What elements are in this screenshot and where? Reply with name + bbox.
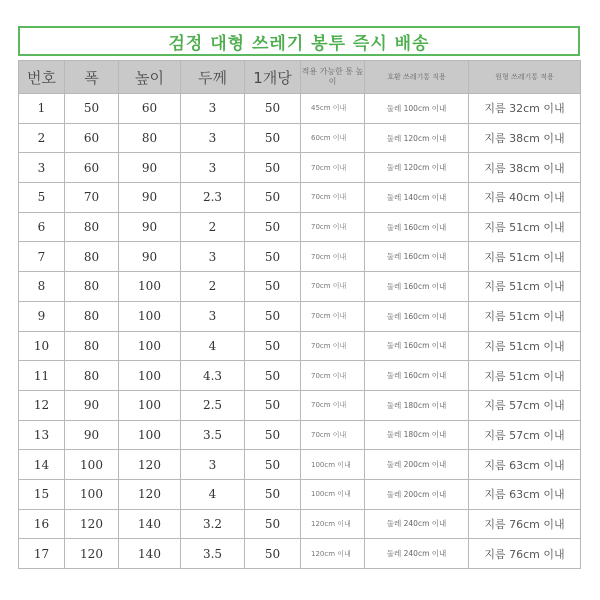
row-width: 100	[65, 450, 119, 480]
row-height: 90	[119, 242, 181, 272]
row-per-unit: 50	[245, 272, 301, 302]
row-number: 14	[19, 450, 65, 480]
row-waste-bin: 지름 63cm 이내	[469, 450, 581, 480]
row-waste-bin: 지름 51cm 이내	[469, 212, 581, 242]
row-number: 13	[19, 420, 65, 450]
size-table	[18, 60, 581, 569]
row-per-unit: 50	[245, 450, 301, 480]
row-width: 60	[65, 123, 119, 153]
row-number: 11	[19, 361, 65, 391]
row-bin-height: 60cm 이내	[301, 123, 365, 153]
row-thickness: 3	[181, 94, 245, 124]
row-width: 70	[65, 183, 119, 213]
row-round-bin: 둘레 160cm 이내	[365, 242, 469, 272]
row-height: 100	[119, 331, 181, 361]
row-number: 9	[19, 301, 65, 331]
row-width: 90	[65, 420, 119, 450]
row-waste-bin: 지름 51cm 이내	[469, 242, 581, 272]
row-per-unit: 50	[245, 479, 301, 509]
row-waste-bin: 지름 51cm 이내	[469, 331, 581, 361]
row-height: 80	[119, 123, 181, 153]
row-round-bin: 둘레 180cm 이내	[365, 420, 469, 450]
table-row	[19, 212, 581, 242]
row-per-unit: 50	[245, 331, 301, 361]
table-row	[19, 301, 581, 331]
row-bin-height: 70cm 이내	[301, 420, 365, 450]
row-round-bin: 둘레 180cm 이내	[365, 390, 469, 420]
row-round-bin: 둘레 120cm 이내	[365, 123, 469, 153]
row-waste-bin: 지름 57cm 이내	[469, 390, 581, 420]
row-per-unit: 50	[245, 420, 301, 450]
row-bin-height: 100cm 이내	[301, 479, 365, 509]
row-round-bin: 둘레 160cm 이내	[365, 301, 469, 331]
row-width: 80	[65, 242, 119, 272]
table-row	[19, 183, 581, 213]
row-round-bin: 둘레 160cm 이내	[365, 331, 469, 361]
row-thickness: 3	[181, 301, 245, 331]
row-waste-bin: 지름 38cm 이내	[469, 123, 581, 153]
row-number: 17	[19, 539, 65, 569]
row-width: 100	[65, 479, 119, 509]
row-thickness: 3.5	[181, 539, 245, 569]
row-waste-bin: 지름 40cm 이내	[469, 183, 581, 213]
row-bin-height: 70cm 이내	[301, 331, 365, 361]
row-height: 90	[119, 153, 181, 183]
header-round-bin: 원형 쓰레기통 적용	[469, 61, 581, 94]
row-thickness: 2.3	[181, 183, 245, 213]
header-bin-height: 적용 가능한 통 높이	[301, 61, 365, 94]
row-thickness: 4.3	[181, 361, 245, 391]
row-round-bin: 둘레 120cm 이내	[365, 153, 469, 183]
row-thickness: 3.5	[181, 420, 245, 450]
row-per-unit: 50	[245, 539, 301, 569]
row-round-bin: 둘레 100cm 이내	[365, 94, 469, 124]
row-height: 90	[119, 212, 181, 242]
row-round-bin: 둘레 200cm 이내	[365, 479, 469, 509]
row-thickness: 2.5	[181, 390, 245, 420]
row-height: 100	[119, 420, 181, 450]
row-round-bin: 둘레 240cm 이내	[365, 509, 469, 539]
row-thickness: 4	[181, 331, 245, 361]
row-per-unit: 50	[245, 301, 301, 331]
row-bin-height: 70cm 이내	[301, 183, 365, 213]
table-row	[19, 361, 581, 391]
table-row	[19, 450, 581, 480]
table-row	[19, 94, 581, 124]
row-number: 12	[19, 390, 65, 420]
row-width: 80	[65, 331, 119, 361]
row-width: 50	[65, 94, 119, 124]
table-row	[19, 272, 581, 302]
row-bin-height: 70cm 이내	[301, 301, 365, 331]
row-number: 3	[19, 153, 65, 183]
row-bin-height: 70cm 이내	[301, 242, 365, 272]
row-round-bin: 둘레 160cm 이내	[365, 272, 469, 302]
row-number: 8	[19, 272, 65, 302]
row-per-unit: 50	[245, 361, 301, 391]
row-per-unit: 50	[245, 153, 301, 183]
row-waste-bin: 지름 51cm 이내	[469, 301, 581, 331]
row-waste-bin: 지름 38cm 이내	[469, 153, 581, 183]
row-thickness: 4	[181, 479, 245, 509]
header-height: 높이	[119, 61, 181, 94]
row-bin-height: 70cm 이내	[301, 390, 365, 420]
header-number: 번호	[19, 61, 65, 94]
row-height: 100	[119, 361, 181, 391]
row-per-unit: 50	[245, 212, 301, 242]
row-height: 120	[119, 450, 181, 480]
row-waste-bin: 지름 51cm 이내	[469, 361, 581, 391]
row-thickness: 3.2	[181, 509, 245, 539]
table-row	[19, 123, 581, 153]
row-waste-bin: 지름 32cm 이내	[469, 94, 581, 124]
table-row	[19, 420, 581, 450]
row-per-unit: 50	[245, 183, 301, 213]
row-round-bin: 둘레 160cm 이내	[365, 212, 469, 242]
row-per-unit: 50	[245, 242, 301, 272]
row-width: 80	[65, 361, 119, 391]
table-row	[19, 539, 581, 569]
row-height: 60	[119, 94, 181, 124]
row-round-bin: 둘레 200cm 이내	[365, 450, 469, 480]
row-number: 15	[19, 479, 65, 509]
header-thickness: 두께	[181, 61, 245, 94]
header-width: 폭	[65, 61, 119, 94]
row-bin-height: 45cm 이내	[301, 94, 365, 124]
table-row	[19, 242, 581, 272]
row-bin-height: 70cm 이내	[301, 361, 365, 391]
row-height: 100	[119, 390, 181, 420]
row-bin-height: 120cm 이내	[301, 539, 365, 569]
row-thickness: 2	[181, 272, 245, 302]
row-number: 10	[19, 331, 65, 361]
row-number: 5	[19, 183, 65, 213]
row-height: 90	[119, 183, 181, 213]
row-width: 120	[65, 509, 119, 539]
row-round-bin: 둘레 240cm 이내	[365, 539, 469, 569]
row-width: 120	[65, 539, 119, 569]
table-row	[19, 479, 581, 509]
table-row	[19, 390, 581, 420]
row-round-bin: 둘레 140cm 이내	[365, 183, 469, 213]
row-height: 140	[119, 509, 181, 539]
table-row	[19, 153, 581, 183]
row-waste-bin: 지름 76cm 이내	[469, 509, 581, 539]
row-round-bin: 둘레 160cm 이내	[365, 361, 469, 391]
row-width: 80	[65, 212, 119, 242]
row-per-unit: 50	[245, 94, 301, 124]
page-title: 검정 대형 쓰레기 봉투 즉시 배송	[18, 26, 580, 56]
row-thickness: 3	[181, 242, 245, 272]
row-height: 140	[119, 539, 181, 569]
row-thickness: 3	[181, 153, 245, 183]
row-width: 80	[65, 301, 119, 331]
table-row	[19, 331, 581, 361]
row-number: 7	[19, 242, 65, 272]
row-height: 100	[119, 301, 181, 331]
row-bin-height: 70cm 이내	[301, 212, 365, 242]
row-width: 80	[65, 272, 119, 302]
row-bin-height: 70cm 이내	[301, 153, 365, 183]
row-thickness: 3	[181, 450, 245, 480]
row-number: 16	[19, 509, 65, 539]
table-header-row	[19, 61, 581, 94]
header-compatible-bin: 호환 쓰레기통 직용	[365, 61, 469, 94]
row-thickness: 3	[181, 123, 245, 153]
row-per-unit: 50	[245, 390, 301, 420]
row-waste-bin: 지름 51cm 이내	[469, 272, 581, 302]
row-bin-height: 120cm 이내	[301, 509, 365, 539]
row-waste-bin: 지름 76cm 이내	[469, 539, 581, 569]
row-per-unit: 50	[245, 509, 301, 539]
row-width: 60	[65, 153, 119, 183]
row-height: 100	[119, 272, 181, 302]
row-bin-height: 100cm 이내	[301, 450, 365, 480]
row-thickness: 2	[181, 212, 245, 242]
row-bin-height: 70cm 이내	[301, 272, 365, 302]
row-number: 2	[19, 123, 65, 153]
header-per-unit: 1개당	[245, 61, 301, 94]
row-height: 120	[119, 479, 181, 509]
row-width: 90	[65, 390, 119, 420]
row-waste-bin: 지름 63cm 이내	[469, 479, 581, 509]
row-waste-bin: 지름 57cm 이내	[469, 420, 581, 450]
row-per-unit: 50	[245, 123, 301, 153]
table-row	[19, 509, 581, 539]
row-number: 1	[19, 94, 65, 124]
row-number: 6	[19, 212, 65, 242]
